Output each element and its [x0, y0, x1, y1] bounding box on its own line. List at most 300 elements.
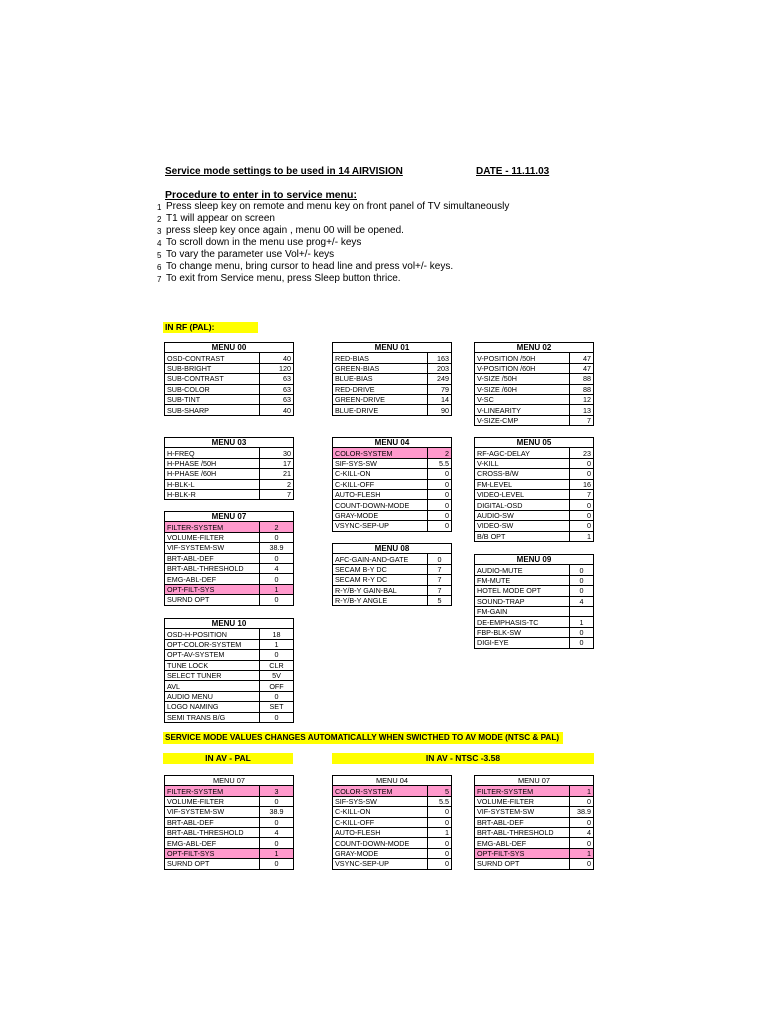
step-text: To change menu, bring cursor to head line and press vol+/- keys.	[166, 261, 454, 272]
param-value: 1	[570, 786, 594, 796]
menu-row	[475, 565, 594, 575]
menu-row	[475, 606, 594, 616]
menu-row	[475, 586, 594, 596]
menu-row	[333, 827, 452, 837]
param-value: 4	[570, 596, 594, 606]
av-mode-banner: SERVICE MODE VALUES CHANGES AUTOMATICALLY WHEN SWICTHED TO AV MODE (NTSC & PAL)	[163, 732, 563, 744]
param-value: CLR	[260, 660, 294, 670]
param-value: 88	[570, 374, 594, 384]
param-name: SURND OPT	[165, 595, 260, 605]
menu-title: MENU 03	[165, 438, 294, 448]
param-value: 163	[428, 353, 452, 363]
param-name: VIDEO-LEVEL	[475, 489, 570, 499]
param-name: VSYNC-SEP-UP	[333, 521, 428, 531]
param-value: 120	[260, 363, 294, 373]
procedure-step	[157, 249, 335, 260]
param-name: AUTO-FLESH	[333, 489, 428, 499]
menu-row	[475, 521, 594, 531]
step-number: 5	[157, 251, 162, 260]
param-name: H-PHASE /60H	[165, 469, 260, 479]
param-value: 0	[570, 838, 594, 848]
menu-07-table	[164, 511, 294, 606]
param-name: SOUND-TRAP	[475, 596, 570, 606]
param-name: FILTER-SYSTEM	[475, 786, 570, 796]
procedure-step	[157, 213, 275, 224]
param-name: GREEN-DRIVE	[333, 394, 428, 404]
menu-row	[475, 415, 594, 425]
menu-row	[165, 691, 294, 701]
param-name: OPT-FILT-SYS	[165, 848, 260, 858]
param-value: 0	[260, 574, 294, 584]
param-name: VOLUME-FILTER	[165, 796, 260, 806]
param-name: VSYNC-SEP-UP	[333, 859, 428, 869]
procedure-step	[157, 237, 362, 248]
param-value: 1	[428, 827, 452, 837]
param-name: OSD-CONTRAST	[165, 353, 260, 363]
param-name: V-SIZE /50H	[475, 374, 570, 384]
param-value: 249	[428, 374, 452, 384]
param-name: H-PHASE /50H	[165, 458, 260, 468]
param-name: BLUE-DRIVE	[333, 405, 428, 415]
param-name: FILTER-SYSTEM	[165, 522, 260, 532]
menu-row	[165, 532, 294, 542]
menu-row	[475, 627, 594, 637]
param-name: DIGI-EYE	[475, 638, 570, 648]
menu-row	[475, 617, 594, 627]
param-value: 17	[260, 458, 294, 468]
param-value: 38.9	[260, 543, 294, 553]
param-value: 1	[260, 584, 294, 594]
menu-row	[165, 489, 294, 499]
menu-row	[165, 574, 294, 584]
menu-row	[333, 575, 452, 585]
param-name: BRT-ABL-DEF	[475, 817, 570, 827]
param-value: 63	[260, 374, 294, 384]
param-value: 0	[428, 500, 452, 510]
param-value: 0	[428, 848, 452, 858]
menu-row	[165, 681, 294, 691]
param-name: CROSS-B/W	[475, 469, 570, 479]
document-date: DATE - 11.11.03	[476, 166, 550, 177]
param-name: SECAM B-Y DC	[333, 564, 428, 574]
av-pal-label: IN AV - PAL	[163, 753, 293, 764]
step-text: To exit from Service menu, press Sleep button thrice.	[166, 273, 401, 284]
param-value: 14	[428, 394, 452, 404]
param-value: 12	[570, 394, 594, 404]
param-name: COUNT-DOWN-MODE	[333, 838, 428, 848]
param-name: V-POSITION /60H	[475, 363, 570, 373]
procedure-step	[157, 225, 404, 236]
menu-title: MENU 07	[475, 776, 594, 786]
param-name: OPT-FILT-SYS	[475, 848, 570, 858]
menu-row	[165, 374, 294, 384]
param-value: 5V	[260, 670, 294, 680]
param-value: 0	[428, 859, 452, 869]
param-value: 4	[260, 827, 294, 837]
param-value: 79	[428, 384, 452, 394]
param-value: 47	[570, 353, 594, 363]
param-value: 0	[570, 586, 594, 596]
menu-row	[165, 848, 294, 858]
param-value: 38.9	[570, 807, 594, 817]
menu-row	[165, 363, 294, 373]
param-name: SURND OPT	[475, 859, 570, 869]
step-number: 6	[157, 263, 162, 272]
param-value: 0	[428, 838, 452, 848]
menu-row	[333, 500, 452, 510]
param-name: RF-AGC-DELAY	[475, 448, 570, 458]
param-value: 7	[428, 564, 452, 574]
menu-row	[165, 543, 294, 553]
menu-row	[333, 394, 452, 404]
menu-row	[165, 639, 294, 649]
av-ntsc-menu-04-table	[332, 775, 452, 870]
param-value: 1	[260, 639, 294, 649]
param-value: OFF	[260, 681, 294, 691]
menu-row	[475, 838, 594, 848]
param-name: HOTEL MODE OPT	[475, 586, 570, 596]
param-name: H-FREQ	[165, 448, 260, 458]
param-value: 4	[570, 827, 594, 837]
menu-title: MENU 00	[165, 343, 294, 353]
param-name: V-POSITION /50H	[475, 353, 570, 363]
menu-row	[475, 384, 594, 394]
param-name: SELECT TUNER	[165, 670, 260, 680]
step-number: 2	[157, 215, 162, 224]
param-name: AUDIO-SW	[475, 510, 570, 520]
param-name: R-Y/B-Y GAIN-BAL	[333, 585, 428, 595]
param-name: AVL	[165, 681, 260, 691]
param-name: RED-BIAS	[333, 353, 428, 363]
menu-row	[475, 489, 594, 499]
menu-title: MENU 07	[165, 512, 294, 522]
menu-row	[165, 670, 294, 680]
param-name: VIDEO-SW	[475, 521, 570, 531]
step-text: To vary the parameter use Vol+/- keys	[166, 249, 335, 260]
menu-row	[165, 786, 294, 796]
menu-title: MENU 04	[333, 776, 452, 786]
menu-row	[333, 838, 452, 848]
param-name: V-SIZE /60H	[475, 384, 570, 394]
menu-row	[333, 521, 452, 531]
param-value: 5	[428, 786, 452, 796]
param-name: GRAY-MODE	[333, 510, 428, 520]
param-value: 1	[570, 848, 594, 858]
av-ntsc-label: IN AV - NTSC -3.58	[332, 753, 594, 764]
param-value: 0	[260, 796, 294, 806]
menu-05-table	[474, 437, 594, 542]
param-name: FBP-BLK-SW	[475, 627, 570, 637]
menu-row	[475, 848, 594, 858]
param-value: 0	[570, 817, 594, 827]
menu-row	[333, 353, 452, 363]
menu-00-table	[164, 342, 294, 416]
procedure-step	[157, 273, 401, 284]
param-value: 3	[260, 786, 294, 796]
param-value: 2	[428, 448, 452, 458]
param-name: H-BLK-L	[165, 479, 260, 489]
param-value: 7	[428, 585, 452, 595]
menu-title: MENU 08	[333, 544, 452, 554]
step-number: 1	[157, 203, 162, 212]
menu-row	[333, 448, 452, 458]
param-name: V-SC	[475, 394, 570, 404]
procedure-step	[157, 261, 454, 272]
param-name: C-KILL-OFF	[333, 817, 428, 827]
step-text: To scroll down in the menu use prog+/- keys	[166, 237, 362, 248]
param-value: 18	[260, 629, 294, 639]
menu-row	[165, 394, 294, 404]
menu-row	[475, 363, 594, 373]
menu-row	[333, 848, 452, 858]
param-name: FM-LEVEL	[475, 479, 570, 489]
menu-row	[333, 374, 452, 384]
step-text: press sleep key once again , menu 00 will be opened.	[166, 225, 404, 236]
param-name: FM-MUTE	[475, 575, 570, 585]
param-value: 0	[260, 838, 294, 848]
menu-title: MENU 09	[475, 555, 594, 565]
param-value: 63	[260, 394, 294, 404]
param-value: 7	[428, 575, 452, 585]
menu-row	[333, 489, 452, 499]
param-value: 7	[260, 489, 294, 499]
param-name: V-KILL	[475, 458, 570, 468]
menu-row	[333, 817, 452, 827]
param-value: 0	[260, 859, 294, 869]
param-value: 1	[260, 848, 294, 858]
menu-title: MENU 10	[165, 619, 294, 629]
param-name: R-Y/B-Y ANGLE	[333, 595, 428, 605]
param-name: SURND OPT	[165, 859, 260, 869]
param-value: 0	[570, 638, 594, 648]
param-value: 30	[260, 448, 294, 458]
param-name: BRT-ABL-THRESHOLD	[475, 827, 570, 837]
param-name: EMG-ABL-DEF	[475, 838, 570, 848]
menu-row	[333, 405, 452, 415]
menu-row	[333, 595, 452, 605]
param-value: 38.9	[260, 807, 294, 817]
param-value: 0	[428, 554, 452, 564]
param-name: AUDIO-MUTE	[475, 565, 570, 575]
param-value: 0	[570, 796, 594, 806]
menu-row	[475, 807, 594, 817]
param-name: SIF-SYS-SW	[333, 458, 428, 468]
param-value: 2	[260, 479, 294, 489]
param-name: FM-GAIN	[475, 606, 570, 616]
param-name: OPT-COLOR-SYSTEM	[165, 639, 260, 649]
menu-row	[475, 500, 594, 510]
param-value: 0	[428, 521, 452, 531]
menu-title: MENU 05	[475, 438, 594, 448]
menu-row	[165, 353, 294, 363]
menu-title: MENU 01	[333, 343, 452, 353]
menu-row	[333, 796, 452, 806]
param-name: BRT-ABL-THRESHOLD	[165, 827, 260, 837]
menu-row	[475, 575, 594, 585]
param-name: SEMI TRANS B/G	[165, 712, 260, 722]
menu-title: MENU 07	[165, 776, 294, 786]
param-name: DIGITAL-OSD	[475, 500, 570, 510]
param-value: 0	[570, 627, 594, 637]
param-name: SUB-SHARP	[165, 405, 260, 415]
param-value: 4	[260, 563, 294, 573]
menu-row	[475, 796, 594, 806]
param-value: 5.5	[428, 796, 452, 806]
param-value: 203	[428, 363, 452, 373]
menu-row	[165, 807, 294, 817]
menu-row	[165, 817, 294, 827]
param-value: 0	[570, 469, 594, 479]
param-name: C-KILL-ON	[333, 469, 428, 479]
param-value: 1	[570, 531, 594, 541]
menu-row	[333, 384, 452, 394]
param-name: BRT-ABL-DEF	[165, 817, 260, 827]
menu-row	[333, 786, 452, 796]
param-name: SUB-TINT	[165, 394, 260, 404]
param-value: 7	[570, 489, 594, 499]
menu-row	[475, 394, 594, 404]
menu-03-table	[164, 437, 294, 500]
menu-row	[333, 458, 452, 468]
step-text: T1 will appear on screen	[166, 213, 275, 224]
menu-row	[475, 479, 594, 489]
param-value: 13	[570, 405, 594, 415]
param-name: RED-DRIVE	[333, 384, 428, 394]
param-value: 2	[260, 522, 294, 532]
param-name: EMG-ABL-DEF	[165, 838, 260, 848]
param-value: 23	[570, 448, 594, 458]
menu-row	[165, 522, 294, 532]
menu-row	[165, 650, 294, 660]
param-value: 0	[570, 510, 594, 520]
menu-row	[165, 469, 294, 479]
menu-row	[333, 469, 452, 479]
param-value: 0	[428, 510, 452, 520]
param-value: 0	[428, 817, 452, 827]
rf-section-label: IN RF (PAL):	[163, 322, 258, 333]
param-value: 5	[428, 595, 452, 605]
param-value: 40	[260, 405, 294, 415]
param-name: GRAY-MODE	[333, 848, 428, 858]
menu-row	[333, 479, 452, 489]
menu-row	[165, 859, 294, 869]
menu-08-table	[332, 543, 452, 606]
param-value: 0	[428, 469, 452, 479]
menu-row	[475, 374, 594, 384]
menu-row	[165, 479, 294, 489]
menu-09-table	[474, 554, 594, 649]
menu-row	[475, 531, 594, 541]
menu-row	[475, 859, 594, 869]
menu-row	[475, 817, 594, 827]
menu-row	[165, 563, 294, 573]
param-value: SET	[260, 702, 294, 712]
param-name: OPT-FILT-SYS	[165, 584, 260, 594]
param-value: 0	[428, 807, 452, 817]
param-name: GREEN-BIAS	[333, 363, 428, 373]
menu-row	[165, 384, 294, 394]
menu-row	[475, 448, 594, 458]
menu-row	[475, 510, 594, 520]
param-name: AUTO-FLESH	[333, 827, 428, 837]
param-value: 0	[570, 458, 594, 468]
menu-row	[165, 458, 294, 468]
param-name: COUNT-DOWN-MODE	[333, 500, 428, 510]
param-value: 0	[570, 859, 594, 869]
param-name: V-LINEARITY	[475, 405, 570, 415]
menu-row	[165, 405, 294, 415]
param-name: EMG-ABL-DEF	[165, 574, 260, 584]
menu-row	[165, 595, 294, 605]
step-number: 4	[157, 239, 162, 248]
param-value: 0	[260, 650, 294, 660]
param-value	[570, 606, 594, 616]
param-value: 0	[260, 691, 294, 701]
param-name: SIF-SYS-SW	[333, 796, 428, 806]
param-name: LOGO NAMING	[165, 702, 260, 712]
param-name: H-BLK-R	[165, 489, 260, 499]
param-name: OSD-H-POSITION	[165, 629, 260, 639]
param-value: 1	[570, 617, 594, 627]
param-value: 0	[260, 817, 294, 827]
menu-row	[333, 585, 452, 595]
menu-row	[165, 584, 294, 594]
menu-row	[333, 510, 452, 520]
param-name: C-KILL-OFF	[333, 479, 428, 489]
procedure-step	[157, 201, 510, 212]
step-number: 7	[157, 275, 162, 284]
param-value: 0	[570, 521, 594, 531]
param-name: BLUE-BIAS	[333, 374, 428, 384]
menu-row	[475, 405, 594, 415]
menu-row	[475, 827, 594, 837]
param-value: 7	[570, 415, 594, 425]
step-text: Press sleep key on remote and menu key on front panel of TV simultaneously	[166, 201, 510, 212]
param-name: SUB-CONTRAST	[165, 374, 260, 384]
menu-02-table	[474, 342, 594, 426]
step-number: 3	[157, 227, 162, 236]
menu-row	[333, 564, 452, 574]
param-name: B/B OPT	[475, 531, 570, 541]
param-name: C-KILL-ON	[333, 807, 428, 817]
param-name: AUDIO MENU	[165, 691, 260, 701]
param-name: VOLUME-FILTER	[165, 532, 260, 542]
param-value: 88	[570, 384, 594, 394]
menu-row	[475, 469, 594, 479]
menu-row	[333, 859, 452, 869]
document-title: Service mode settings to be used in 14 AIRVISION	[165, 166, 403, 177]
procedure-heading: Procedure to enter in to service menu:	[165, 189, 357, 201]
menu-row	[165, 796, 294, 806]
menu-row	[333, 363, 452, 373]
param-name: FILTER-SYSTEM	[165, 786, 260, 796]
param-name: BRT-ABL-THRESHOLD	[165, 563, 260, 573]
param-value: 0	[428, 479, 452, 489]
param-name: BRT-ABL-DEF	[165, 553, 260, 563]
menu-10-table	[164, 618, 294, 723]
menu-row	[475, 786, 594, 796]
param-name: OPT-AV-SYSTEM	[165, 650, 260, 660]
param-value: 5.5	[428, 458, 452, 468]
menu-row	[165, 660, 294, 670]
param-value: 0	[260, 595, 294, 605]
av-pal-menu-07-table	[164, 775, 294, 870]
av-ntsc-menu-07-table	[474, 775, 594, 870]
menu-row	[165, 629, 294, 639]
param-value: 63	[260, 384, 294, 394]
param-name: SUB-BRIGHT	[165, 363, 260, 373]
param-name: VIF-SYSTEM-SW	[475, 807, 570, 817]
